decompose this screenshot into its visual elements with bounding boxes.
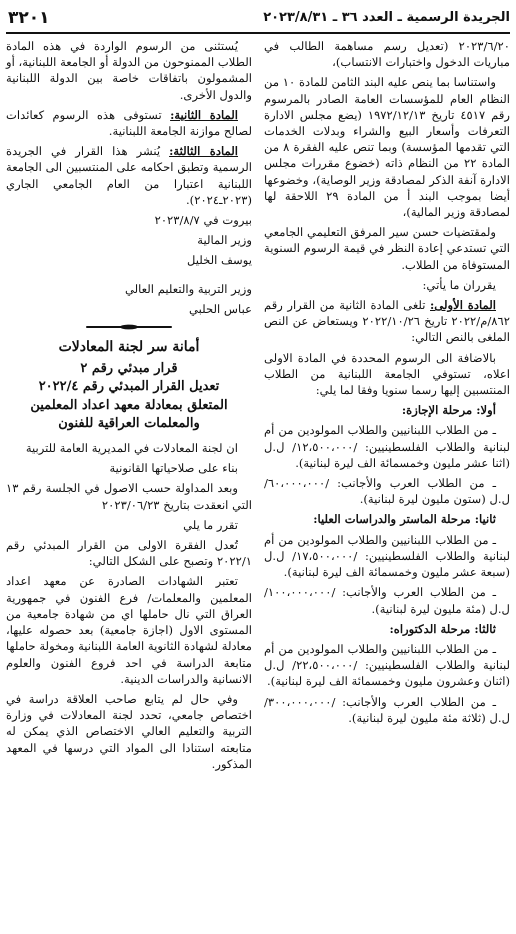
page-header (6, 6, 510, 34)
signature-role: وزير التربية والتعليم العالي (124, 281, 252, 296)
paragraph: بناء على صلاحياتها القانونية (109, 461, 238, 476)
paragraph: وبعد المداولة حسب الاصول في الجلسة رقم ١٣ التي انعقدت بتاريخ ٢٠٢٣/٠٦/٢٣ (6, 481, 252, 512)
gazette-title: الجريدة الرسمية ـ العدد ٣٦ ـ ٢٠٢٣/٨/٣١ (263, 10, 510, 25)
heading-doctorate: ثالثا: مرحلة الدكتوراه: (389, 621, 496, 636)
section-title: أمانة سر لجنة المعادلات (58, 339, 200, 356)
article-2-label: المادة الثانية: (170, 107, 238, 122)
article-3-text: يُنشر هذا القرار في الجريدة الرسمية وتطبق احكامه على المنتسبين الى الجامعة اللبنانية اعتبارا من العام الجامعي الجاري (٢٠٢٣ـ٢٠٢٤). (6, 144, 252, 207)
paragraph: تقرر ما يلي (183, 517, 238, 532)
fee-item: ـ من الطلاب العرب والأجانب: /١٠٠،٠٠٠،٠٠٠/ ل.ل (مئة مليون ليرة لبنانية). (264, 585, 510, 616)
article-1-text: تلغى المادة الثانية من القرار رقم ٨٦٢/م/٢٠٢٢ تاريخ ٢٠٢٢/١٠/٢٦ ويستعاض عن النص الملغى بالنص التالي: (264, 298, 510, 345)
fee-item: ـ من الطلاب اللبنانيين والطلاب المولودين من أم لبنانية والطلاب الفلسطينيين: /١٧،٥٠٠،٠٠٠/ ل.ل (سبعة عشر مليون وخمسمائة الف ليرة لبنانية). (264, 532, 510, 580)
page-number: ٣٢٠١ (8, 8, 50, 28)
paragraph: بالاضافة الى الرسوم المحددة في المادة الاولى اعلاه، تستوفي الجامعة اللبنانية من الطلاب المنتسبين إليها رسما سنويا وفقا لما يلي: (264, 350, 510, 398)
decision-subtitle: المتعلق بمعادلة معهد اعداد المعلمين (30, 397, 228, 413)
signature-name: يوسف الخليل (187, 253, 252, 268)
article-3 (6, 143, 252, 208)
article-1-label: المادة الأولى: (430, 298, 496, 313)
heading-license: أولا: مرحلة الإجازة: (401, 403, 496, 418)
signature-role: وزير المالية (197, 233, 252, 248)
decision-subtitle: تعديل القرار المبدئي رقم ٢٠٢٢/٤ (38, 379, 220, 395)
fee-item: ـ من الطلاب اللبنانيين والطلاب المولودين من أم لبنانية والطلاب الفلسطينيين: /٢٢،٥٠٠،٠٠٠/ ل.ل (اثنان وعشرون مليون وخمسمائة الف ليرة لبنانية). (264, 641, 510, 689)
paragraph: ولمقتضيات حسن سير المرفق التعليمي الجامعي التي تستدعي إعادة النظر في قيمة الرسوم السنوية المستوفاة من الطلاب. (264, 225, 510, 272)
article-3-label: المادة الثالثة: (169, 144, 239, 159)
fee-item: ـ من الطلاب العرب والأجانب: /٣٠٠،٠٠٠،٠٠٠/ ل.ل (ثلاثة مئة مليون ليرة لبنانية). (264, 694, 510, 725)
paragraph: ان لجنة المعادلات في المديرية العامة للتربية (25, 441, 238, 456)
article-2 (6, 107, 252, 139)
signature-date: بيروت في ٢٠٢٣/٨/٧ (154, 213, 252, 228)
article-2-text: تستوفى هذه الرسوم كعائدات لصالح موازنة الجامعة اللبنانية. (6, 107, 252, 139)
decision-subtitle: والمعلمات العراقية للفنون (58, 415, 200, 431)
signature-name: عباس الحلبي (188, 301, 252, 316)
right-column (264, 38, 510, 730)
section-divider (86, 323, 172, 331)
article-1 (264, 297, 510, 346)
paragraph: واستناسا بما ينص عليه البند الثامن للمادة ١٠ من النظام العام للمؤسسات العامة الصادر بالمرسوم رقم ٤٥١٧ تاريخ ١٩٧٢/١٢/١٣ (يضع مجلس الادارة التعرفات وأسعار البيع والشراء وبدلات الخدمات التي تقدمها المؤسسة) وبما تنص عليه الفقرة ٨ من المادة ٢٢ من النظام ذاته (خضوع مقررات مجلس الادارة آنفة الذكر لمصادقة وزير الوصاية)، وخضوعها أيضا بموجب البند أ من المادة ٢٩ اللاحقة لها لمصادقة وزير المالية)، (264, 75, 510, 220)
paragraph: تُعدل الفقرة الاولى من القرار المبدئي رقم ٢٠٢٢/١ وتصبح على الشكل التالي: (6, 538, 252, 569)
paragraph: تعتبر الشهادات الصادرة عن معهد اعداد المعلمين والمعلمات/ فرع الفنون في جمهورية العراق التي نال حاملها اي من شهادة جامعية من المستوى الاول (اجازة جامعية) بعد حصوله عليها، معادلة لشهادة الثانوية العامة اللبنانية ومخولة حاملها متابعة الدراسة في احد فروع الفنون والعلوم الانسانية والدراسات الدينية. (6, 574, 252, 686)
paragraph: يُستثنى من الرسوم الواردة في هذه المادة الطلاب الممنوحون من الدولة أو الجامعة اللبنانية، أو المشمولون باتفاقات خاصة بين الدولة اللبنانية والدول الأخرى. (6, 39, 252, 102)
heading-masters: ثانيا: مرحلة الماستر والدراسات العليا: (313, 512, 496, 527)
paragraph: يقرران ما يأتي: (422, 277, 496, 292)
decision-title: قرار مبدئي رقم ٢ (80, 361, 178, 377)
paragraph: وفي حال لم يتابع صاحب العلاقة دراسة في اختصاص جامعي، تحدد لجنة المعادلات في وزارة التربية والتعليم العالي الاختصاص الذي يمكن له متابعته استنادا الى المواد التي درسها في المعهد المذكور. (6, 691, 252, 771)
left-column (6, 38, 252, 776)
paragraph: ٢٠٢٣/٦/٢٠ (تعديل رسم مساهمة الطالب في مباريات الدخول واختبارات الانتساب)، (264, 39, 510, 70)
fee-item: ـ من الطلاب العرب والأجانب: /٦٠،٠٠٠،٠٠٠/ ل.ل (ستون مليون ليرة لبنانية). (264, 476, 510, 507)
fee-item: ـ من الطلاب اللبنانيين والطلاب المولودين من أم لبنانية والطلاب الفلسطينيين: /١٢،٥٠٠،٠٠٠/ ل.ل (اثنا عشر مليون وخمسمائة الف ليرة لبنانية). (264, 423, 510, 470)
